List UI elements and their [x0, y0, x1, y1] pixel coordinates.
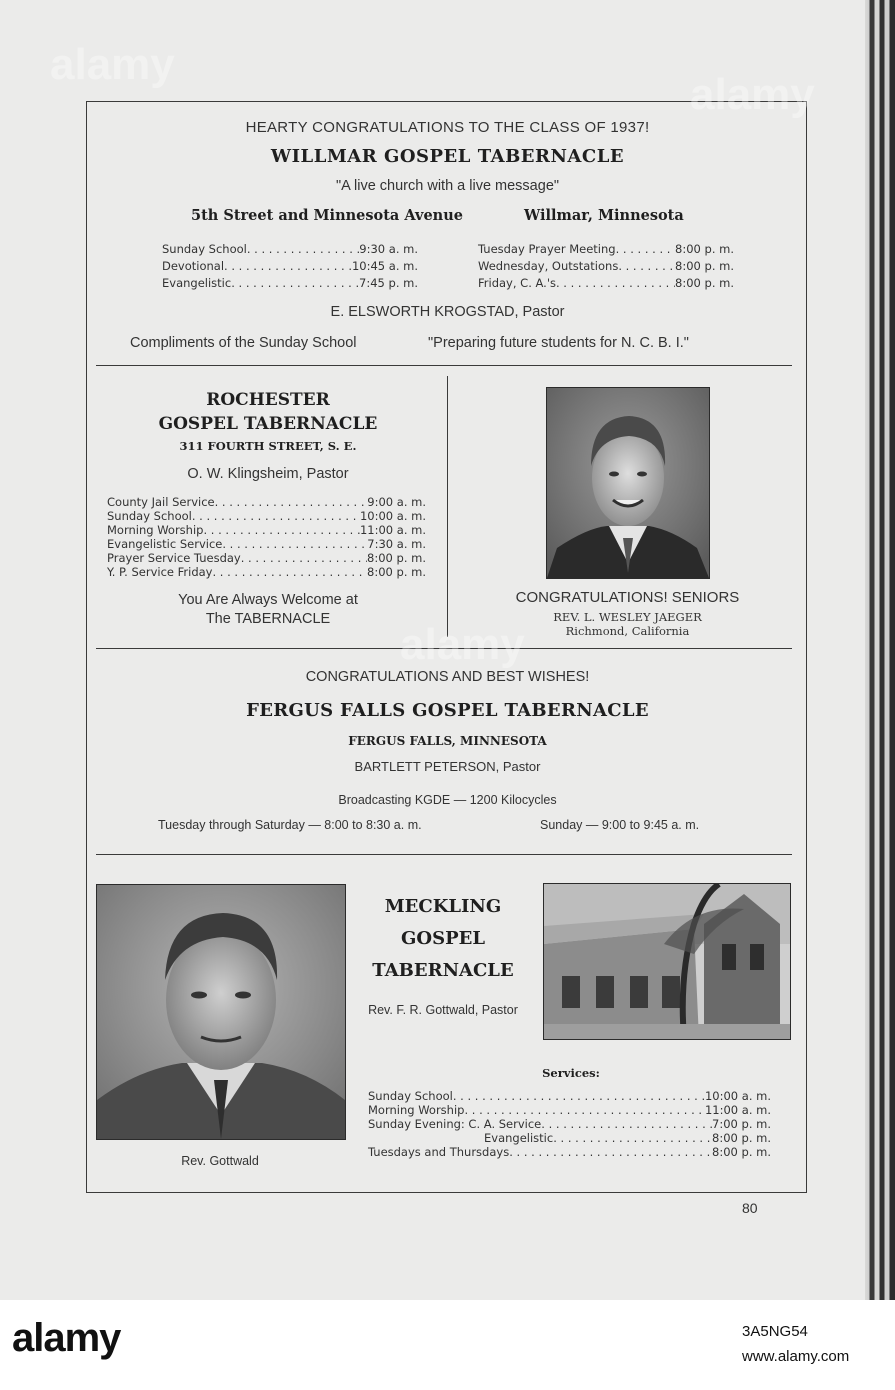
meckling-name-line1: MECKLING — [384, 896, 502, 917]
rochester-address: 311 FOURTH STREET, S. E. — [179, 439, 357, 453]
schedule-row: Prayer Service Tuesday . . . 8:00 p. m. — [107, 551, 426, 565]
gottwald-portrait-image — [97, 885, 345, 1139]
schedule-row: Tuesday Prayer Meeting . . . 8:00 p. m. — [478, 242, 734, 256]
image-id: 3A5NG54 — [742, 1323, 808, 1340]
schedule-row: Friday, C. A.'s . . . 8:00 p. m. — [478, 276, 734, 290]
section-divider — [96, 854, 792, 855]
schedule-row: Evangelistic . . . 8:00 p. m. — [368, 1131, 771, 1145]
willmar-heading: HEARTY CONGRATULATIONS TO THE CLASS OF 1937! — [245, 119, 650, 136]
schedule-row: Morning Worship . . . 11:00 a. m. — [107, 523, 426, 537]
rochester-welcome-line1: You Are Always Welcome at — [178, 592, 358, 608]
section-divider — [96, 365, 792, 366]
willmar-preparing: "Preparing future students for N. C. B. I." — [428, 335, 689, 351]
watermark-text: alamy — [400, 620, 525, 669]
schedule-row: Devotional . . . 10:45 a. m. — [162, 259, 418, 273]
meckling-schedule — [368, 1089, 771, 1159]
page-number: 80 — [742, 1200, 758, 1216]
gottwald-portrait-photo — [96, 884, 346, 1140]
jaeger-portrait-image — [547, 388, 709, 578]
willmar-schedule-right — [478, 242, 734, 290]
willmar-name: WILLMAR GOSPEL TABERNACLE — [270, 146, 625, 167]
stock-footer — [0, 1300, 895, 1390]
rochester-welcome-line2: The TABERNACLE — [205, 611, 331, 627]
gottwald-caption: Rev. Gottwald — [181, 1154, 259, 1168]
schedule-row: Morning Worship . . . 11:00 a. m. — [368, 1103, 771, 1117]
fergus-sunday-schedule: Sunday — 9:00 to 9:45 a. m. — [540, 818, 700, 832]
jaeger-congrats: CONGRATULATIONS! SENIORS — [515, 589, 740, 606]
jaeger-name: REV. L. WESLEY JAEGER — [553, 610, 702, 624]
schedule-row: Y. P. Service Friday . . . 8:00 p. m. — [107, 565, 426, 579]
schedule-row: Evangelistic . . . 7:45 p. m. — [162, 276, 418, 290]
willmar-pastor: E. ELSWORTH KROGSTAD, Pastor — [330, 304, 565, 320]
rochester-schedule — [107, 495, 426, 579]
fergus-city: FERGUS FALLS, MINNESOTA — [348, 734, 547, 748]
book-spine-edge — [865, 0, 895, 1300]
willmar-city: Willmar, Minnesota — [524, 207, 684, 224]
fergus-heading: CONGRATULATIONS AND BEST WISHES! — [305, 669, 590, 685]
schedule-row: Sunday School . . . 10:00 a. m. — [368, 1089, 771, 1103]
rochester-name-line1: ROCHESTER — [206, 390, 330, 410]
willmar-motto: "A live church with a live message" — [335, 178, 560, 194]
fergus-broadcast: Broadcasting KGDE — 1200 Kilocycles — [338, 793, 557, 807]
schedule-row: Sunday Evening: C. A. Service . . . 7:00 p. m. — [368, 1117, 771, 1131]
meckling-church-image — [544, 884, 790, 1039]
schedule-row: Tuesdays and Thursdays . . . 8:00 p. m. — [368, 1145, 771, 1159]
site-url: www.alamy.com — [742, 1348, 850, 1365]
watermark-text: alamy — [690, 70, 815, 119]
willmar-schedule-left — [162, 242, 418, 290]
meckling-church-photo — [543, 883, 791, 1040]
meckling-services-title: Services: — [542, 1066, 600, 1080]
schedule-row: Wednesday, Outstations . . . 8:00 p. m. — [478, 259, 734, 273]
schedule-row: Sunday School . . . 9:30 a. m. — [162, 242, 418, 256]
schedule-row: Sunday School . . . 10:00 a. m. — [107, 509, 426, 523]
willmar-address: 5th Street and Minnesota Avenue — [191, 207, 463, 224]
schedule-row: County Jail Service . . . 9:00 a. m. — [107, 495, 426, 509]
rochester-pastor: O. W. Klingsheim, Pastor — [187, 466, 349, 482]
column-divider — [447, 376, 448, 637]
jaeger-place: Richmond, California — [565, 624, 690, 638]
meckling-name-line3: TABERNACLE — [372, 960, 514, 981]
fergus-name: FERGUS FALLS GOSPEL TABERNACLE — [246, 700, 649, 721]
meckling-pastor: Rev. F. R. Gottwald, Pastor — [368, 1003, 518, 1017]
fergus-pastor: BARTLETT PETERSON, Pastor — [354, 759, 541, 774]
fergus-weekday-schedule: Tuesday through Saturday — 8:00 to 8:30 a. m. — [158, 818, 422, 832]
alamy-logo: alamy — [12, 1316, 121, 1360]
jaeger-portrait-photo — [546, 387, 710, 579]
schedule-row: Evangelistic Service . . . 7:30 a. m. — [107, 537, 426, 551]
willmar-compliments: Compliments of the Sunday School — [130, 335, 357, 351]
meckling-name-line2: GOSPEL — [401, 928, 485, 949]
watermark-text: alamy — [50, 40, 175, 89]
rochester-name-line2: GOSPEL TABERNACLE — [158, 414, 378, 434]
